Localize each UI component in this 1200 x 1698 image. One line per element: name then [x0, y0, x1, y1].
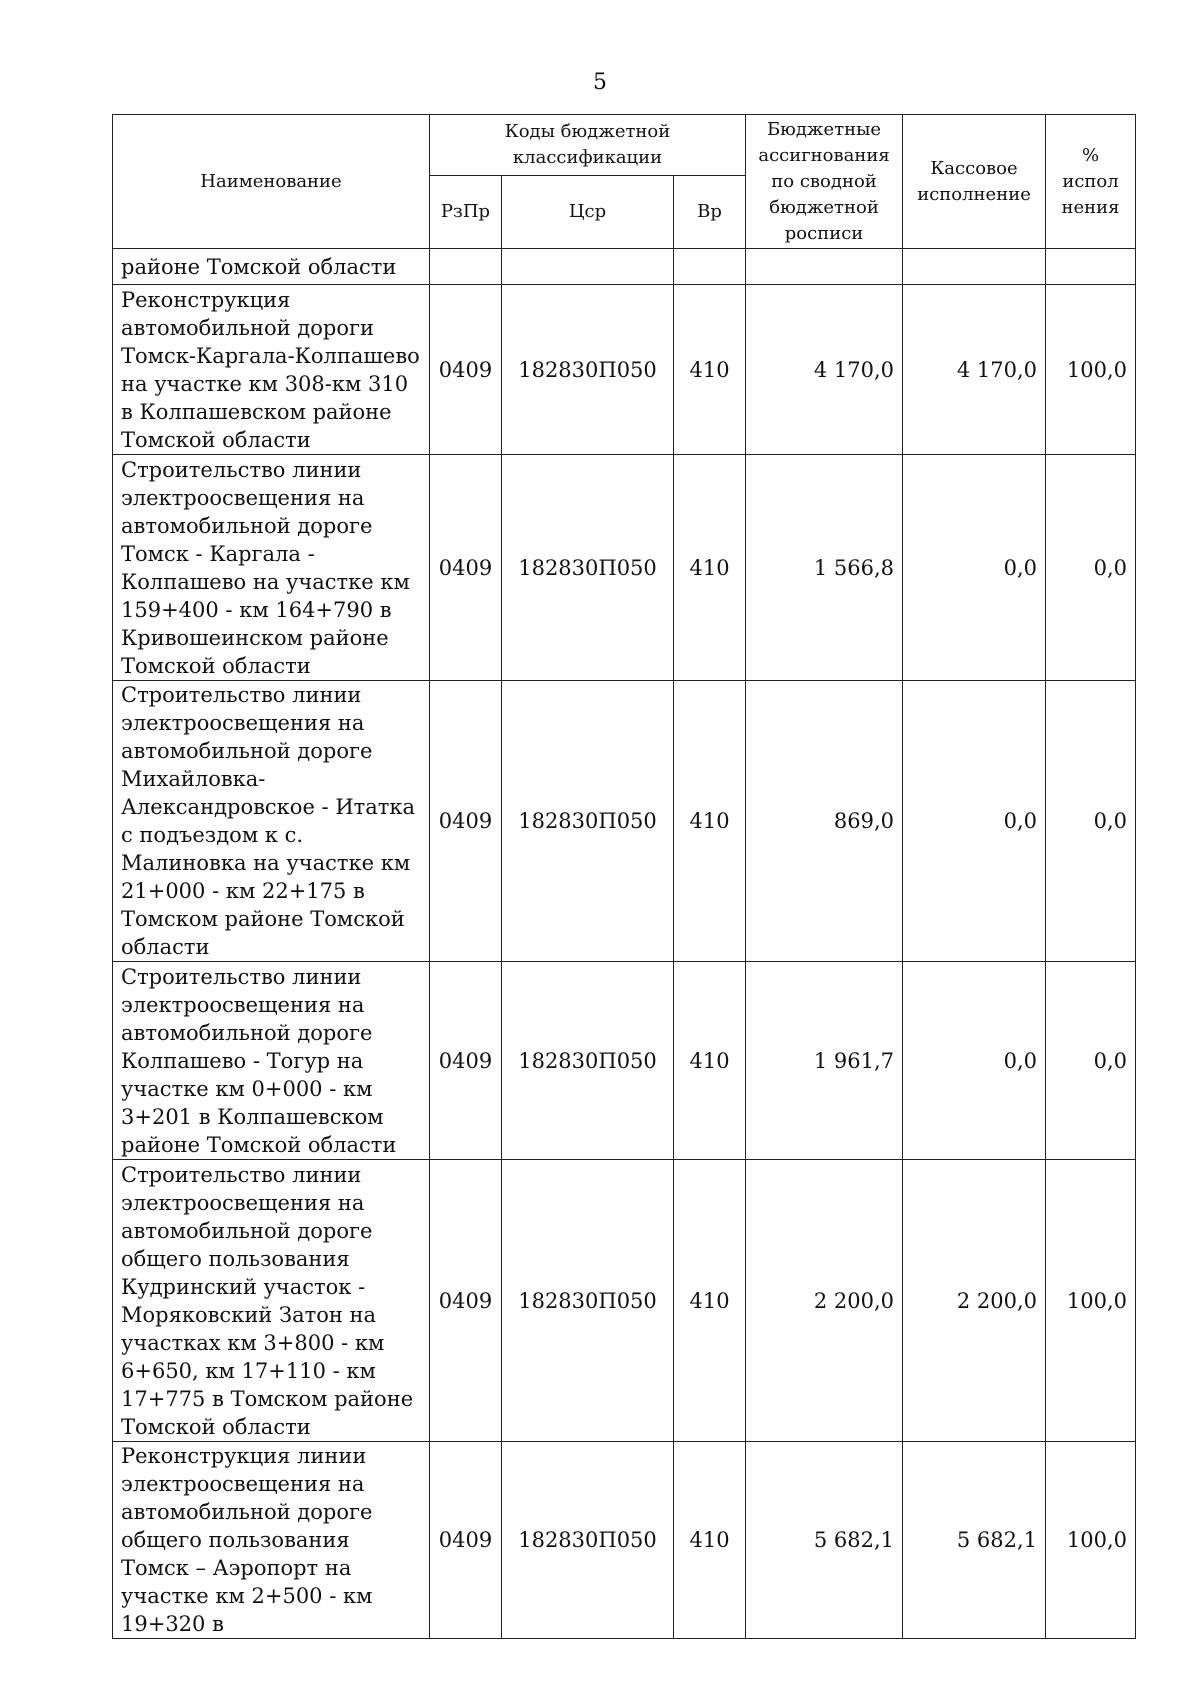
header-name: Наименование — [113, 115, 430, 249]
row-rzpr — [430, 249, 502, 285]
row-vr: 410 — [674, 681, 746, 962]
row-budget: 869,0 — [746, 681, 903, 962]
page-number: 5 — [593, 70, 607, 95]
row-rzpr: 0409 — [430, 681, 502, 962]
row-name: Строительство линии электроосвещения на автомобильной дороге Михайловка-Александровское - Итатка с подъездом к с. Малиновка на участке км 21+000 - км 22+175 в Томском районе Томской области — [113, 681, 430, 962]
row-budget: 1 961,7 — [746, 962, 903, 1160]
table-row — [113, 1160, 1136, 1442]
row-percent: 0,0 — [1046, 681, 1136, 962]
row-cash — [903, 249, 1046, 285]
header-vr: Вр — [674, 176, 746, 249]
row-cash: 0,0 — [903, 962, 1046, 1160]
table-row — [113, 249, 1136, 285]
header-percent: % испол нения — [1046, 115, 1136, 249]
row-cash: 4 170,0 — [903, 285, 1046, 455]
header-codes-group: Коды бюджетной классификации — [430, 115, 746, 176]
row-vr: 410 — [674, 962, 746, 1160]
row-percent: 100,0 — [1046, 285, 1136, 455]
row-csr: 182830П050 — [502, 1442, 674, 1639]
row-percent: 100,0 — [1046, 1160, 1136, 1442]
row-rzpr: 0409 — [430, 455, 502, 681]
header-rzpr: РзПр — [430, 176, 502, 249]
row-percent — [1046, 249, 1136, 285]
header-cash: Кассовое исполнение — [903, 115, 1046, 249]
table-row — [113, 681, 1136, 962]
row-budget: 4 170,0 — [746, 285, 903, 455]
row-vr: 410 — [674, 455, 746, 681]
row-vr — [674, 249, 746, 285]
row-budget: 5 682,1 — [746, 1442, 903, 1639]
row-percent: 0,0 — [1046, 962, 1136, 1160]
row-name: Реконструкция автомобильной дороги Томск-Каргала-Колпашево на участке км 308-км 310 в Колпашевском районе Томской области — [113, 285, 430, 455]
row-csr: 182830П050 — [502, 681, 674, 962]
row-cash: 0,0 — [903, 681, 1046, 962]
table-row — [113, 1442, 1136, 1639]
row-vr: 410 — [674, 1442, 746, 1639]
row-percent: 100,0 — [1046, 1442, 1136, 1639]
budget-execution-table — [112, 114, 1136, 1639]
row-rzpr: 0409 — [430, 962, 502, 1160]
row-name: Строительство линии электроосвещения на автомобильной дороге общего пользования Кудринский участок - Моряковский Затон на участках км 3+800 - км 6+650, км 17+110 - км 17+775 в Томском районе Томской области — [113, 1160, 430, 1442]
row-vr: 410 — [674, 1160, 746, 1442]
header-budget: Бюджетные ассигнования по сводной бюджетной росписи — [746, 115, 903, 249]
row-budget: 1 566,8 — [746, 455, 903, 681]
row-csr: 182830П050 — [502, 1160, 674, 1442]
row-name: Реконструкция линии электроосвещения на автомобильной дороге общего пользования Томск – Аэропорт на участке км 2+500 - км 19+320 в — [113, 1442, 430, 1639]
row-cash: 0,0 — [903, 455, 1046, 681]
table-row — [113, 285, 1136, 455]
header-csr: Цср — [502, 176, 674, 249]
row-name: Строительство линии электроосвещения на автомобильной дороге Томск - Каргала - Колпашево на участке км 159+400 - км 164+790 в Кривошеинском районе Томской области — [113, 455, 430, 681]
row-budget — [746, 249, 903, 285]
row-budget: 2 200,0 — [746, 1160, 903, 1442]
row-cash: 5 682,1 — [903, 1442, 1046, 1639]
row-name: Строительство линии электроосвещения на автомобильной дороге Колпашево - Тогур на участке км 0+000 - км 3+201 в Колпашевском районе Томской области — [113, 962, 430, 1160]
row-csr: 182830П050 — [502, 962, 674, 1160]
row-rzpr: 0409 — [430, 1442, 502, 1639]
row-vr: 410 — [674, 285, 746, 455]
row-csr: 182830П050 — [502, 455, 674, 681]
row-cash: 2 200,0 — [903, 1160, 1046, 1442]
row-percent: 0,0 — [1046, 455, 1136, 681]
table-row — [113, 455, 1136, 681]
row-rzpr: 0409 — [430, 285, 502, 455]
row-rzpr: 0409 — [430, 1160, 502, 1442]
row-csr: 182830П050 — [502, 285, 674, 455]
table-row — [113, 962, 1136, 1160]
row-name: районе Томской области — [113, 249, 430, 285]
row-csr — [502, 249, 674, 285]
